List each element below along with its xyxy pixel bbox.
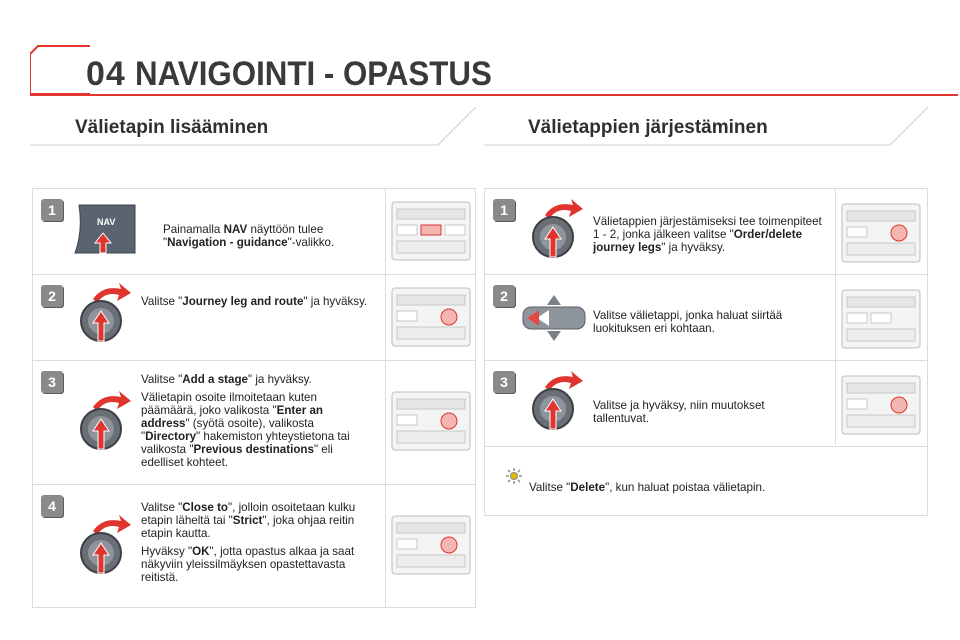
left-step-4-text: Valitse "Close to", jolloin osoitetaan kulku etapin läheltä tai "Strict", joka ohjaa reitin etapin kautta. Hyväksy "OK", jotta opastus alkaa ja saat näkyviin yleissilmäyksen opastettavasta reitistä. (141, 501, 356, 584)
rotary-knob-press-icon (525, 197, 583, 259)
header-rule (30, 94, 958, 96)
step-number-badge: 2 (41, 285, 63, 307)
right-step-2 (485, 275, 927, 361)
step-number-badge: 4 (41, 495, 63, 517)
step-number-badge: 1 (493, 199, 515, 221)
right-step-3 (485, 361, 927, 447)
right-tip-text: Valitse "Delete", kun haluat poistaa välietapin. (529, 481, 766, 494)
step-number-badge: 3 (493, 371, 515, 393)
radio-unit-icon (391, 201, 471, 261)
rotary-knob-press-icon (73, 389, 131, 451)
left-steps-panel (32, 188, 476, 608)
right-section-frame (484, 104, 930, 146)
left-step-2-text: Valitse "Journey leg and route" ja hyväksy. (141, 295, 368, 308)
radio-unit-icon (391, 391, 471, 451)
left-step-3 (33, 361, 475, 485)
right-tip (485, 447, 927, 517)
rotary-knob-press-icon (73, 513, 131, 575)
right-step-1 (485, 189, 927, 275)
right-steps-panel (484, 188, 928, 516)
right-step-2-text: Valitse välietappi, jonka haluat siirtää luokituksen eri kohtaan. (593, 309, 783, 335)
step-number-badge: 1 (41, 199, 63, 221)
left-step-1-text: Painamalla NAV näyttöön tulee "Navigation - guidance"-valikko. (163, 223, 335, 249)
right-step-3-text: Valitse ja hyväksy, niin muutokset tallentuvat. (593, 399, 765, 425)
radio-unit-icon (391, 287, 471, 347)
left-step-1 (33, 189, 475, 275)
rotary-knob-press-icon (73, 281, 131, 343)
header-corner-decoration (30, 44, 90, 96)
rotary-knob-press-icon (525, 369, 583, 431)
radio-unit-icon (391, 515, 471, 575)
nav-button-icon (73, 203, 137, 255)
right-step-1-text: Välietappien järjestämiseksi tee toimenpiteet 1 - 2, jonka jälkeen valitse "Order/delete journey legs" ja hyväksy. (593, 215, 822, 254)
left-step-4 (33, 485, 475, 609)
left-step-2 (33, 275, 475, 361)
right-section-title: Välietappien järjestäminen (528, 117, 768, 138)
nav-button-label: NAV (97, 217, 116, 227)
radio-unit-icon (841, 289, 921, 349)
radio-unit-icon (841, 375, 921, 435)
tip-bulb-icon (505, 467, 523, 485)
left-section-title: Välietapin lisääminen (75, 117, 269, 138)
directional-pad-left-icon (519, 293, 589, 343)
chapter-number: 04 (86, 55, 126, 93)
left-step-3-text: Valitse "Add a stage" ja hyväksy. Välietapin osoite ilmoitetaan kuten päämäärä, joko valikosta "Enter an address" (syötä osoite), valikosta "Directory" hakemiston yhteystietona tai valikosta "Previous destinations" eli edelliset kohteet. (141, 373, 350, 469)
step-number-badge: 3 (41, 371, 63, 393)
step-number-badge: 2 (493, 285, 515, 307)
left-section-frame (30, 104, 478, 146)
page-title: NAVIGOINTI - OPASTUS (135, 55, 492, 93)
radio-unit-icon (841, 203, 921, 263)
